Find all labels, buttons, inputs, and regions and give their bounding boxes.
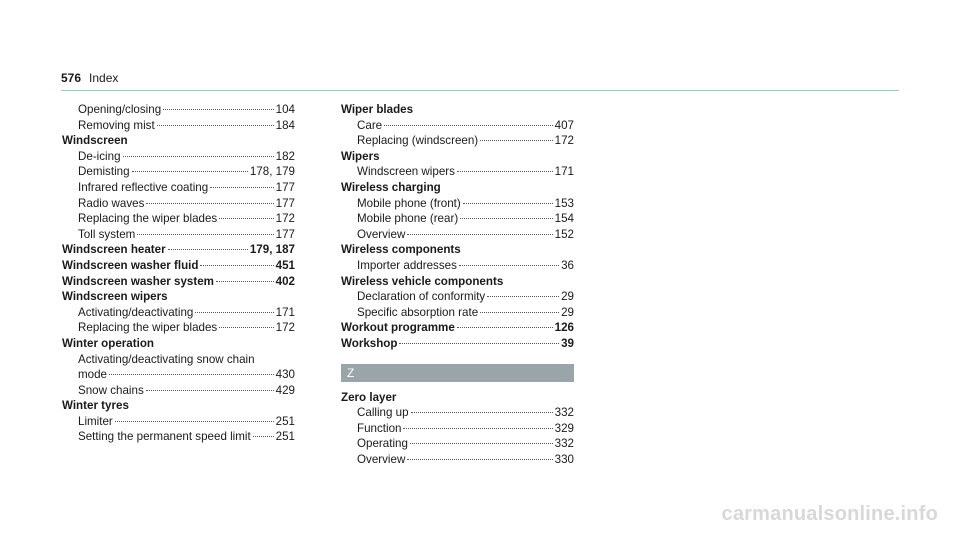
index-entry bbox=[341, 118, 574, 134]
index-entry bbox=[62, 320, 295, 336]
index-heading bbox=[62, 242, 295, 258]
dot-leader bbox=[460, 218, 552, 219]
entry-label: Winter tyres bbox=[62, 399, 129, 413]
page-header bbox=[61, 71, 118, 85]
entry-label: Activating/deactivating bbox=[78, 305, 194, 319]
dot-leader bbox=[219, 327, 273, 328]
dot-leader bbox=[253, 436, 274, 437]
entry-label: Toll system bbox=[78, 227, 136, 241]
index-entry bbox=[341, 258, 574, 274]
index-entry bbox=[62, 180, 295, 196]
index-heading bbox=[62, 398, 295, 414]
dot-leader bbox=[480, 312, 559, 313]
index-entry bbox=[341, 211, 574, 227]
entry-label: Windscreen wipers bbox=[62, 290, 168, 304]
entry-label: Wipers bbox=[341, 149, 380, 163]
index-heading bbox=[62, 133, 295, 149]
dot-leader bbox=[403, 428, 552, 429]
entry-label: Opening/closing bbox=[78, 103, 162, 116]
entry-label: Setting the permanent speed limit bbox=[78, 430, 251, 444]
page-reference: 179, 187 bbox=[249, 243, 295, 257]
dot-leader bbox=[457, 171, 553, 172]
entry-label: Care bbox=[357, 118, 383, 132]
page-reference: 330 bbox=[554, 452, 574, 466]
entry-label: Infrared reflective coating bbox=[78, 180, 209, 194]
entry-label: Winter operation bbox=[62, 336, 155, 350]
index-heading bbox=[341, 149, 574, 165]
dot-leader bbox=[384, 125, 553, 126]
page-reference: 172 bbox=[275, 212, 295, 226]
page-reference: 152 bbox=[554, 227, 574, 241]
index-entry bbox=[62, 352, 295, 368]
dot-leader bbox=[480, 140, 553, 141]
page-reference: 402 bbox=[275, 274, 295, 288]
page-reference: 172 bbox=[554, 134, 574, 148]
index-entry bbox=[341, 196, 574, 212]
entry-label: mode bbox=[78, 368, 108, 382]
dot-leader bbox=[132, 171, 248, 172]
dot-leader bbox=[115, 421, 274, 422]
index-entry bbox=[62, 211, 295, 227]
page-reference: 29 bbox=[561, 305, 574, 319]
page-reference: 153 bbox=[554, 196, 574, 210]
page-reference: 36 bbox=[561, 258, 574, 272]
watermark: carmanualsonline.info bbox=[721, 503, 938, 525]
dot-leader bbox=[200, 265, 273, 266]
entry-label: Specific absorption rate bbox=[357, 305, 479, 319]
entry-label: Overview bbox=[357, 227, 406, 241]
index-heading bbox=[62, 258, 295, 274]
dot-leader bbox=[459, 265, 559, 266]
entry-label: Wiper blades bbox=[341, 103, 414, 116]
page-reference: 429 bbox=[275, 383, 295, 397]
index-entry bbox=[341, 164, 574, 180]
entry-label: Function bbox=[357, 421, 402, 435]
page-reference: 177 bbox=[275, 180, 295, 194]
dot-leader bbox=[463, 203, 553, 204]
entry-label: Mobile phone (front) bbox=[357, 196, 461, 210]
page-reference: 329 bbox=[554, 421, 574, 435]
index-entry bbox=[341, 436, 574, 452]
entry-label: Radio waves bbox=[78, 196, 145, 210]
page-reference: 177 bbox=[275, 196, 295, 210]
page-reference: 251 bbox=[275, 430, 295, 444]
index-entry bbox=[62, 383, 295, 399]
page-reference: 184 bbox=[275, 118, 295, 132]
dot-leader bbox=[157, 125, 274, 126]
index-entry bbox=[62, 164, 295, 180]
index-column-left bbox=[62, 102, 295, 445]
entry-label: Workout programme bbox=[341, 321, 455, 335]
entry-label: Wireless charging bbox=[341, 180, 441, 194]
entry-label: Calling up bbox=[357, 406, 409, 420]
page-number: 576 bbox=[61, 71, 82, 85]
dot-leader bbox=[146, 390, 274, 391]
section-title: Index bbox=[89, 71, 119, 85]
header-divider bbox=[61, 90, 899, 91]
index-heading bbox=[341, 390, 574, 406]
index-entry bbox=[341, 405, 574, 421]
dot-leader bbox=[407, 459, 552, 460]
dot-leader bbox=[410, 443, 553, 444]
page-reference: 332 bbox=[554, 437, 574, 451]
dot-leader bbox=[411, 412, 553, 413]
index-entry bbox=[341, 305, 574, 321]
page-reference: 182 bbox=[275, 149, 295, 163]
index-entry bbox=[341, 421, 574, 437]
entry-label: Windscreen washer system bbox=[62, 274, 214, 288]
index-entry bbox=[62, 414, 295, 430]
index-entry bbox=[62, 118, 295, 134]
entry-label: Zero layer bbox=[341, 390, 397, 404]
page-reference: 172 bbox=[275, 321, 295, 335]
entry-label: Declaration of conformity bbox=[357, 290, 486, 304]
dot-leader bbox=[457, 327, 553, 328]
page-reference: 177 bbox=[275, 227, 295, 241]
index-entry bbox=[62, 367, 295, 383]
entry-label: Snow chains bbox=[78, 383, 144, 397]
page-reference: 407 bbox=[554, 118, 574, 132]
index-entry bbox=[62, 305, 295, 321]
dot-leader bbox=[219, 218, 273, 219]
page-reference: 29 bbox=[561, 290, 574, 304]
index-heading bbox=[62, 274, 295, 290]
index-heading bbox=[341, 336, 574, 352]
index-column-right bbox=[341, 102, 574, 467]
page-reference: 171 bbox=[275, 305, 295, 319]
index-entry bbox=[62, 429, 295, 445]
index-heading bbox=[341, 320, 574, 336]
entry-label: Replacing the wiper blades bbox=[78, 212, 218, 226]
page-reference: 154 bbox=[554, 212, 574, 226]
page-reference: 430 bbox=[275, 368, 295, 382]
index-entry bbox=[341, 452, 574, 468]
page-reference: 104 bbox=[275, 103, 295, 116]
index-entry bbox=[341, 289, 574, 305]
entry-label: Replacing (windscreen) bbox=[357, 134, 479, 148]
entry-label: Windscreen washer fluid bbox=[62, 258, 199, 272]
dot-leader bbox=[168, 249, 248, 250]
index-heading bbox=[341, 274, 574, 290]
dot-leader bbox=[210, 187, 273, 188]
page-reference: 451 bbox=[275, 258, 295, 272]
entry-label: Operating bbox=[357, 437, 408, 451]
index-entry bbox=[62, 196, 295, 212]
entry-label: Wireless components bbox=[341, 243, 461, 257]
index-letter-divider: Z bbox=[341, 364, 574, 382]
index-entry bbox=[62, 102, 295, 118]
entry-label: Windscreen bbox=[62, 134, 128, 148]
entry-label: Activating/deactivating snow chain bbox=[78, 352, 255, 366]
page-reference: 178, 179 bbox=[249, 165, 295, 179]
entry-label: Mobile phone (rear) bbox=[357, 212, 459, 226]
entry-label: Limiter bbox=[78, 414, 113, 428]
dot-leader bbox=[195, 312, 273, 313]
index-entry bbox=[341, 227, 574, 243]
dot-leader bbox=[146, 203, 273, 204]
index-heading bbox=[341, 102, 574, 118]
index-entry bbox=[341, 133, 574, 149]
dot-leader bbox=[216, 281, 274, 282]
index-heading bbox=[62, 336, 295, 352]
index-entry bbox=[62, 149, 295, 165]
index-heading bbox=[341, 242, 574, 258]
page-reference: 332 bbox=[554, 406, 574, 420]
dot-leader bbox=[137, 234, 273, 235]
index-heading bbox=[62, 289, 295, 305]
entry-label: Overview bbox=[357, 452, 406, 466]
page-reference: 251 bbox=[275, 414, 295, 428]
entry-label: Windscreen heater bbox=[62, 243, 166, 257]
dot-leader bbox=[487, 296, 559, 297]
dot-leader bbox=[399, 343, 559, 344]
entry-label: Demisting bbox=[78, 165, 130, 179]
entry-label: Importer addresses bbox=[357, 258, 457, 272]
page-reference: 126 bbox=[554, 321, 574, 335]
index-entry bbox=[62, 227, 295, 243]
entry-label: Windscreen wipers bbox=[357, 165, 455, 179]
dot-leader bbox=[407, 234, 552, 235]
entry-label: Workshop bbox=[341, 336, 398, 350]
page-reference: 39 bbox=[561, 336, 574, 350]
entry-label: Replacing the wiper blades bbox=[78, 321, 218, 335]
index-heading bbox=[341, 180, 574, 196]
dot-leader bbox=[163, 109, 274, 110]
entry-label: Removing mist bbox=[78, 118, 155, 132]
page-reference: 171 bbox=[554, 165, 574, 179]
dot-leader bbox=[123, 156, 274, 157]
entry-label: De-icing bbox=[78, 149, 121, 163]
dot-leader bbox=[109, 374, 274, 375]
entry-label: Wireless vehicle components bbox=[341, 274, 504, 288]
